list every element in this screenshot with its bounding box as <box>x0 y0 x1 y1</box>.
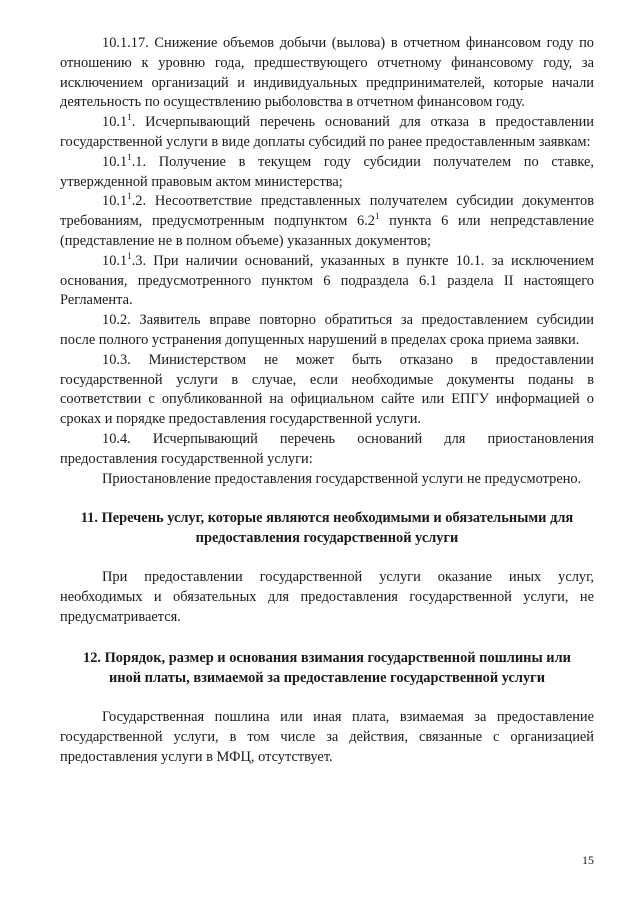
clause-number: 10.1 <box>102 193 128 210</box>
clause-number: 10.1 <box>102 153 128 170</box>
paragraph-10-1-1-1 <box>60 153 594 193</box>
section-11-heading-line-1: 11. Перечень услуг, которые являются необходимыми и обязательными для <box>80 510 574 527</box>
clause-number: 10.1 <box>102 252 128 269</box>
superscript-index: 1 <box>127 250 132 261</box>
page-number: 15 <box>582 853 594 867</box>
paragraph-10-1-1-3 <box>60 252 594 311</box>
paragraph-10-1-1 <box>60 113 594 153</box>
section-11-text <box>60 568 594 627</box>
section-11-heading <box>60 509 594 549</box>
paragraph-10-3 <box>60 351 594 430</box>
paragraph-text: .2. Несоответствие представленных получателем субсидии документов требованиям, предусмотренным подпунктом 6.2 <box>60 193 594 230</box>
paragraph-text: .1. Получение в текущем году субсидии получателем по ставке, утвержденной правовым актом министерства; <box>60 153 594 190</box>
paragraph-10-2 <box>60 311 594 351</box>
section-11-heading-line-2: предоставления государственной услуги <box>195 530 459 547</box>
document-page <box>60 34 594 767</box>
paragraph-10-4 <box>60 430 594 470</box>
paragraph-text: . Исчерпывающий перечень оснований для отказа в предоставлении государственной услуги в виде доплаты субсидий по ранее предоставленным заявкам: <box>60 114 594 150</box>
section-12-heading-line-2: иной платы, взимаемой за предоставление государственной услуги <box>108 670 546 687</box>
paragraph-text: пункта 6 или непредставление (представление не в полном объеме) указанных документов; <box>60 213 594 249</box>
paragraph-text: Государственная пошлина или иная плата, взимаемая за предоставление государственной услуги, в том числе за действия, связанные с организацией предоставления услуги в МФЦ, отсутствует. <box>60 708 594 765</box>
paragraph-text: 10.2. Заявитель вправе повторно обратиться за предоставлением субсидии после полного устранения допущенных нарушений в пределах срока приема заявки. <box>60 312 594 348</box>
section-12-heading-line-1: 12. Порядок, размер и основания взимания государственной пошлины или <box>83 650 571 667</box>
paragraph-suspension <box>60 470 594 490</box>
paragraph-text: 10.3. Министерством не может быть отказано в предоставлении государственной услуги в случае, если необходимые документы поданы в соответствии с опубликованной на официальном сайте или ЕПГУ информацией о сроках и порядке предоставления государственной услуги. <box>60 351 594 428</box>
superscript-index: 1 <box>375 211 380 222</box>
paragraph-text: 10.1.17. Снижение объемов добычи (вылова) в отчетном финансовом году по отношению к уровню года, предшествующего отчетному финансовому году, за исключением организаций и индивидуальных предпринимателей, которые начали деятельность по осуществлению рыболовства в отчетном финансовом году. <box>60 35 594 111</box>
paragraph-text: .3. При наличии оснований, указанных в пункте 10.1. за исключением основания, предусмотренного пунктом 6 подраздела 6.1 раздела II настоящего Регламента. <box>60 252 594 309</box>
paragraph-text: 10.4. Исчерпывающий перечень оснований для приостановления предоставления государственной услуги: <box>60 430 594 467</box>
clause-number: 10.1 <box>102 114 128 131</box>
section-12-text <box>60 708 594 767</box>
section-12-heading <box>60 649 594 689</box>
paragraph-10-1-1-2 <box>60 192 594 251</box>
paragraph-text: При предоставлении государственной услуги оказание иных услуг, необходимых и обязательных для предоставления государственной услуги, не предусматривается. <box>60 568 594 625</box>
superscript-index: 1 <box>127 191 132 202</box>
superscript-index: 1 <box>127 151 132 162</box>
paragraph-10-1-17 <box>60 34 594 113</box>
superscript-index: 1 <box>127 112 132 123</box>
paragraph-text: Приостановление предоставления государственной услуги не предусмотрено. <box>102 470 582 487</box>
